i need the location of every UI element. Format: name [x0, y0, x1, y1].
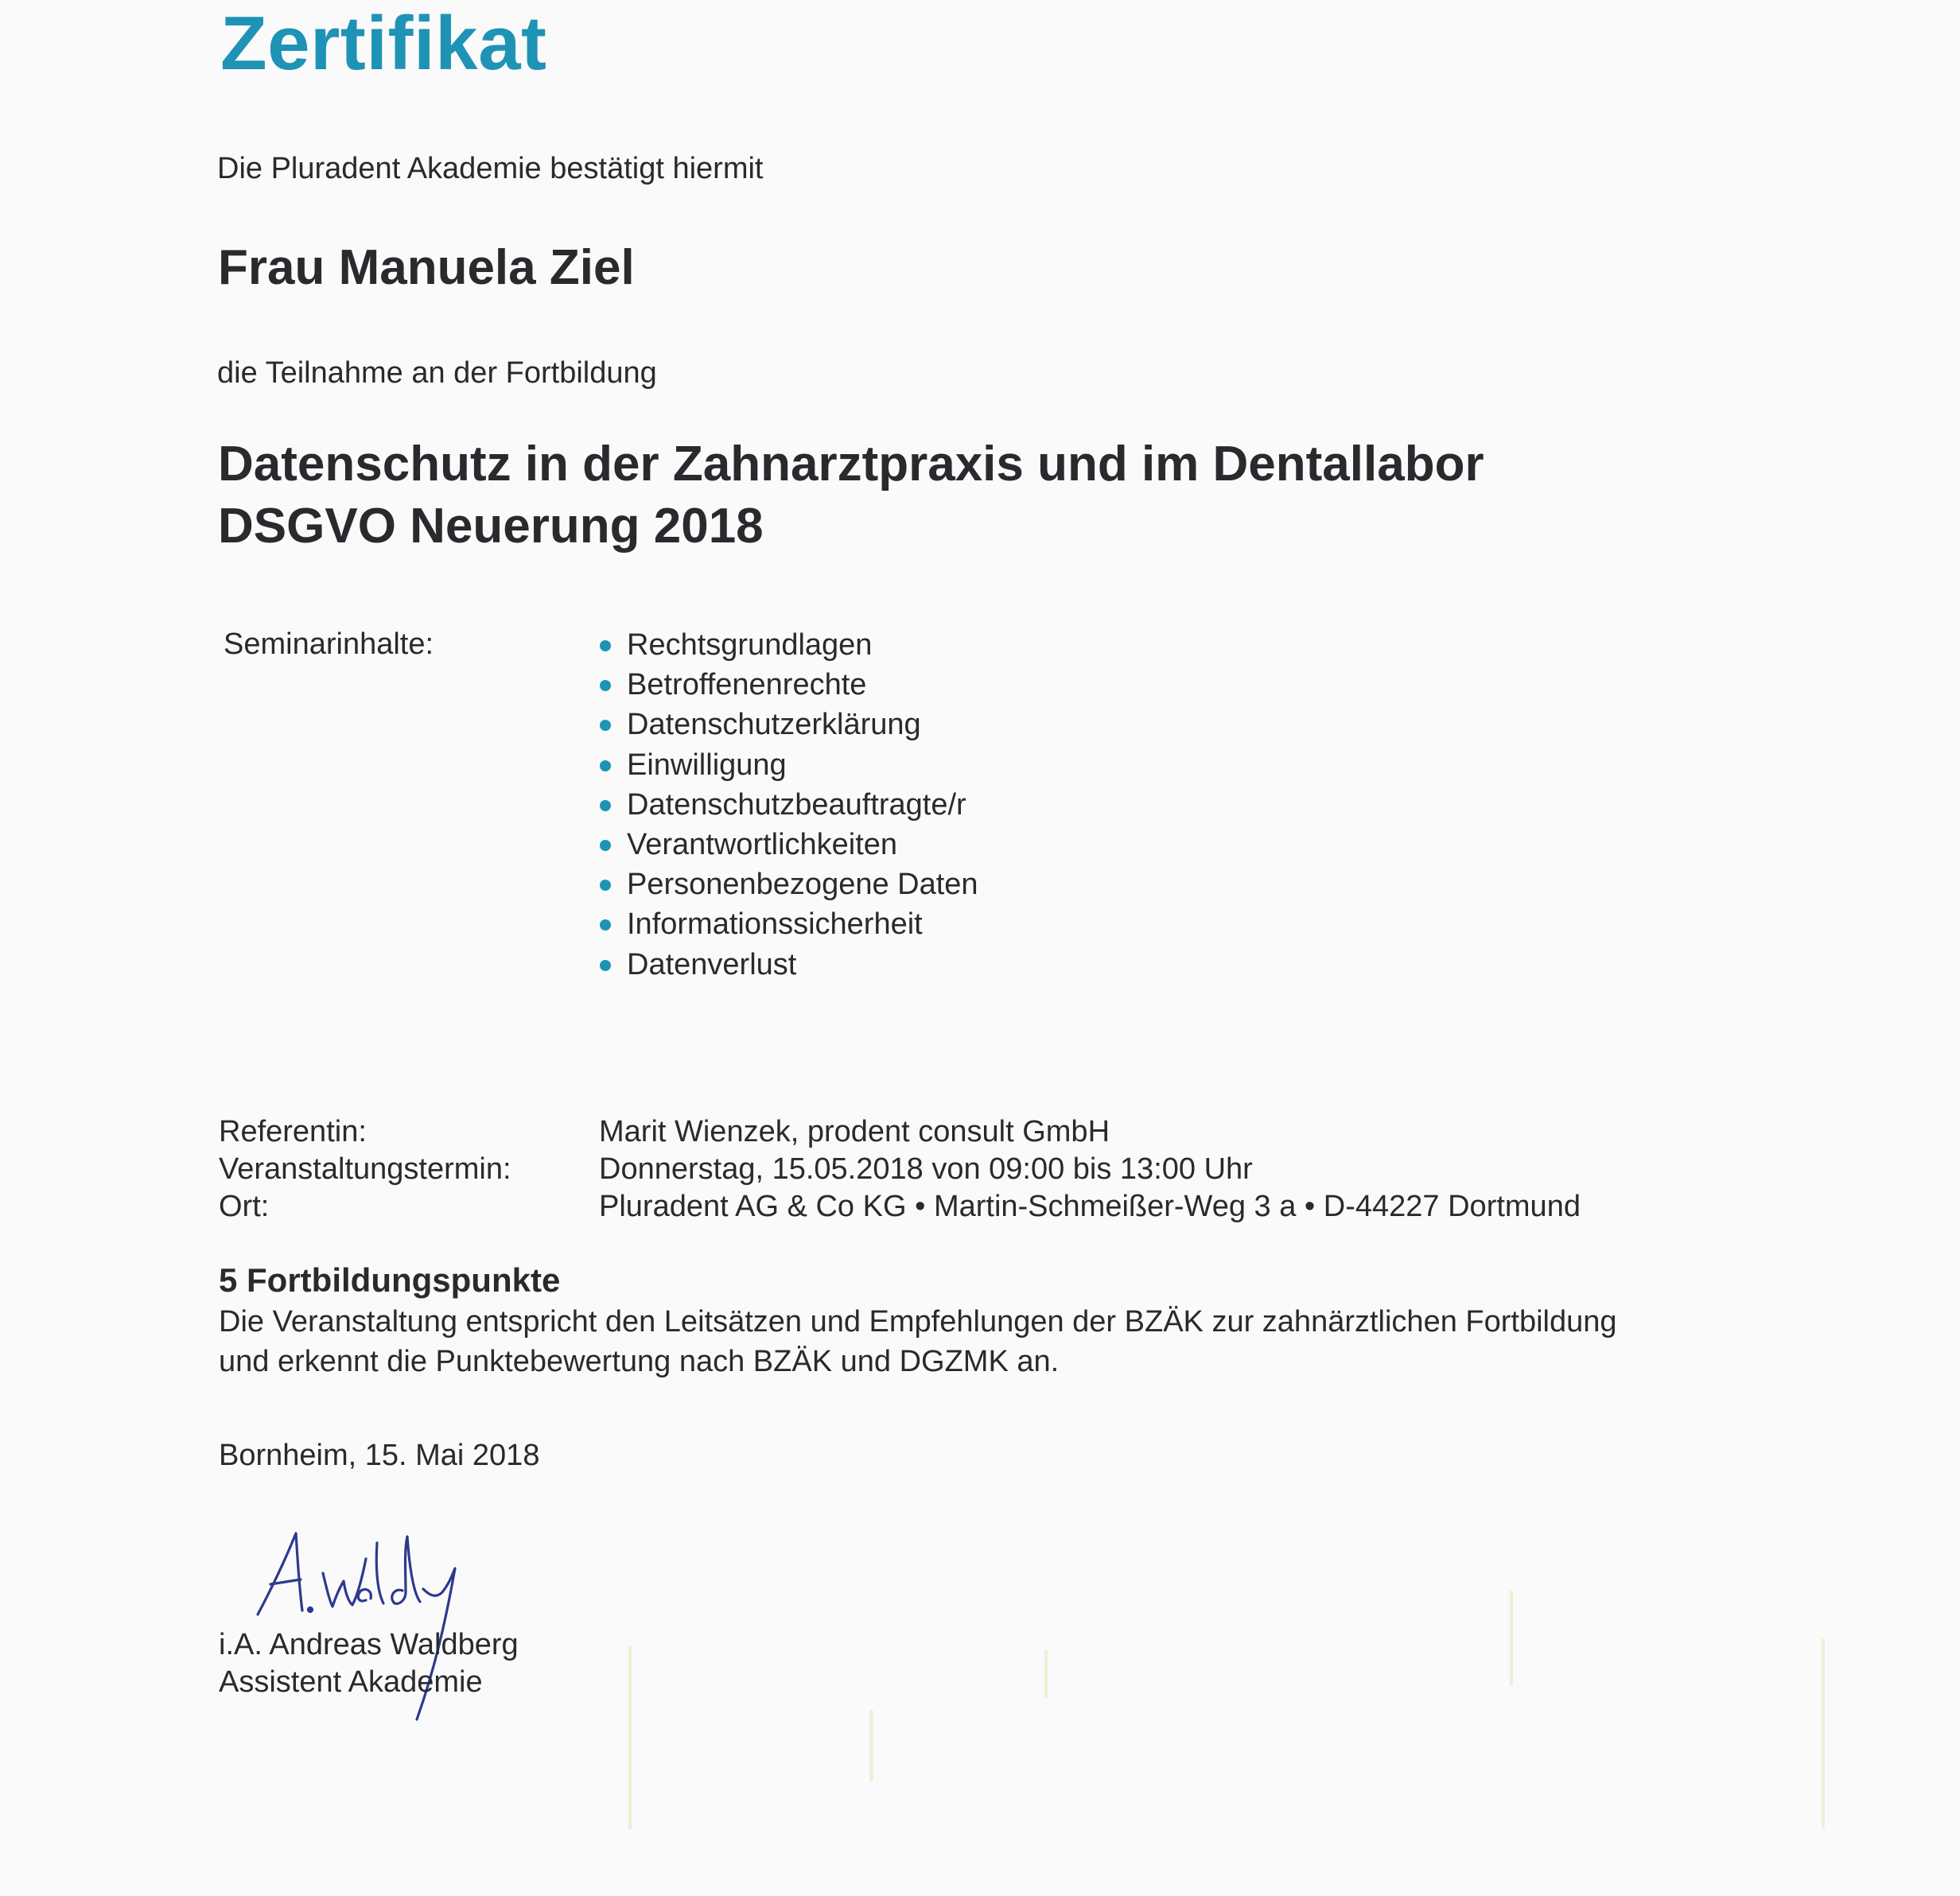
- bullet-icon: [600, 960, 611, 971]
- event-date-value: Donnerstag, 15.05.2018 von 09:00 bis 13:00 Uhr: [599, 1152, 1253, 1186]
- paper-stain: [1510, 1591, 1513, 1686]
- topic-label: Einwilligung: [627, 748, 787, 782]
- bullet-icon: [600, 919, 611, 931]
- seminar-contents-label: Seminarinhalte:: [224, 627, 434, 661]
- training-points-title: 5 Fortbildungspunkte: [219, 1261, 561, 1299]
- topic-label: Datenverlust: [627, 947, 797, 981]
- intro-text: Die Pluradent Akademie bestätigt hiermit: [217, 152, 764, 185]
- bullet-icon: [600, 880, 611, 891]
- topic-item: [598, 705, 978, 744]
- signatory-role: Assistent Akademie: [219, 1665, 483, 1699]
- bullet-icon: [600, 760, 611, 771]
- speaker-value: Marit Wienzek, prodent consult GmbH: [599, 1115, 1110, 1148]
- paper-stain: [1822, 1638, 1825, 1829]
- signatory-block: [219, 1626, 519, 1701]
- training-points-line2: und erkennt die Punktebewertung nach BZÄK und DGZMK an.: [219, 1345, 1060, 1378]
- bullet-icon: [600, 680, 611, 691]
- bullet-icon: [600, 800, 611, 811]
- event-date-label: Veranstaltungstermin:: [219, 1152, 511, 1186]
- participation-text: die Teilnahme an der Fortbildung: [217, 356, 657, 390]
- bullet-icon: [600, 720, 611, 731]
- training-points-line1: Die Veranstaltung entspricht den Leitsätzen und Empfehlungen der BZÄK zur zahnärztlichen Fortbildung: [219, 1305, 1617, 1338]
- topic-label: Datenschutzerklärung: [627, 708, 921, 742]
- topic-item: [598, 745, 978, 785]
- bullet-icon: [600, 640, 611, 651]
- course-title-line2: DSGVO Neuerung 2018: [218, 498, 764, 554]
- topic-item: [598, 665, 978, 705]
- location-value: Pluradent AG & Co KG • Martin-Schmeißer-Weg 3 a • D-44227 Dortmund: [599, 1190, 1581, 1223]
- event-details: [219, 1113, 1581, 1226]
- topic-label: Informationssicherheit: [627, 907, 923, 942]
- topic-item: [598, 945, 978, 985]
- course-title: [218, 433, 1484, 557]
- seminar-topics-list: [598, 625, 978, 985]
- topic-label: Betroffenenrechte: [627, 668, 867, 702]
- certificate-title: Zertifikat: [220, 1, 547, 86]
- paper-stain: [628, 1646, 632, 1829]
- topic-item: [598, 825, 978, 864]
- topic-item: [598, 864, 978, 904]
- topic-label: Verantwortlichkeiten: [627, 827, 898, 861]
- topic-label: Personenbezogene Daten: [627, 868, 978, 902]
- topic-item: [598, 625, 978, 665]
- speaker-row: [219, 1113, 1581, 1151]
- speaker-label: Referentin:: [219, 1115, 367, 1148]
- location-row: [219, 1188, 1581, 1226]
- topic-label: Datenschutzbeauftragte/r: [627, 787, 966, 822]
- paper-stain: [869, 1710, 873, 1781]
- location-label: Ort:: [219, 1190, 270, 1223]
- event-date-row: [219, 1151, 1581, 1188]
- bullet-icon: [600, 840, 611, 851]
- course-title-line1: Datenschutz in der Zahnarztpraxis und im Dentallabor: [218, 437, 1484, 491]
- topic-label: Rechtsgrundlagen: [627, 628, 873, 662]
- signatory-name: i.A. Andreas Waldberg: [219, 1628, 519, 1661]
- recipient-name: Frau Manuela Ziel: [218, 240, 635, 295]
- topic-item: [598, 904, 978, 944]
- place-and-date: Bornheim, 15. Mai 2018: [219, 1439, 540, 1472]
- topic-item: [598, 785, 978, 825]
- training-points-description: [219, 1302, 1617, 1381]
- paper-stain: [1044, 1650, 1048, 1698]
